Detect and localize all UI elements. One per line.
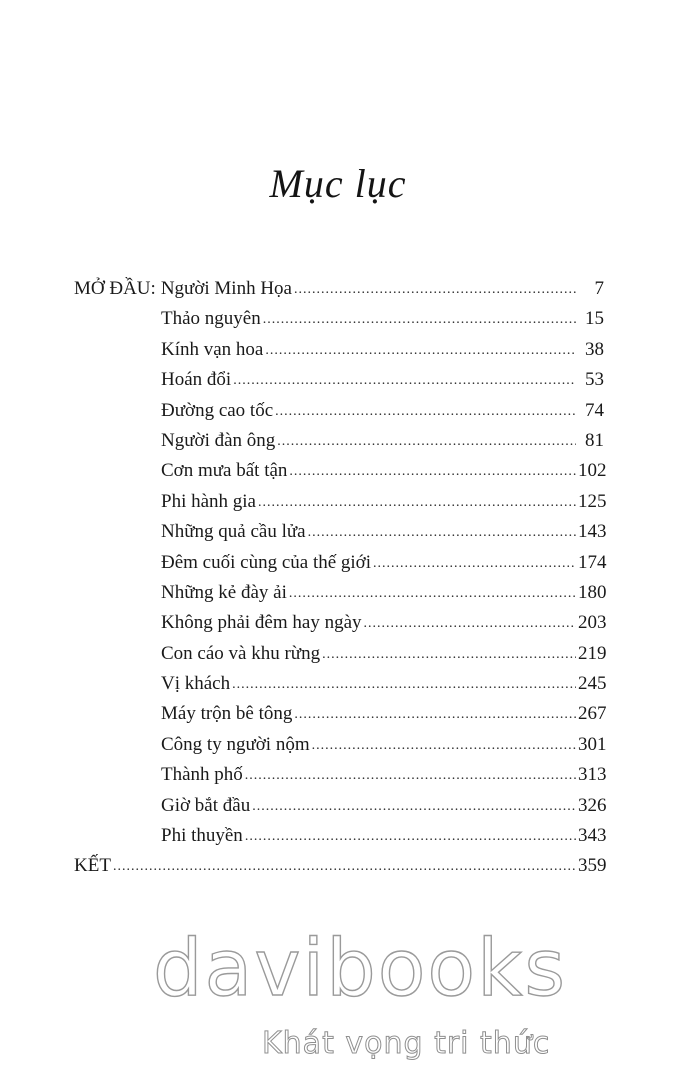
dot-leader (233, 364, 576, 396)
watermark-tagline: Khát vọng tri thức (262, 1026, 551, 1061)
toc-entry-title: KẾT (74, 855, 111, 877)
toc-entry-title: Đêm cuối cùng của thế giới (161, 551, 372, 573)
toc-entry (74, 304, 604, 334)
dot-leader (308, 516, 576, 548)
toc-entry-title: Người Minh Họa (160, 278, 292, 299)
toc-entry-title: Kính vạn hoa (161, 338, 264, 360)
dot-leader (275, 395, 576, 427)
dot-leader (252, 790, 576, 822)
toc-page-number: 174 (578, 551, 607, 573)
toc-page-number: 313 (578, 764, 607, 786)
toc-entry-title: Thảo nguyên (161, 308, 261, 330)
toc-page-number: 343 (578, 825, 607, 847)
toc-page-number: 143 (578, 521, 607, 543)
toc-entry-title: Vị khách (161, 673, 231, 695)
toc-entry (74, 730, 607, 760)
toc-entry (74, 335, 604, 365)
toc-page-number: 219 (578, 642, 607, 664)
toc-entry (74, 456, 607, 486)
toc-entry (74, 426, 604, 456)
toc-page-number: 81 (585, 429, 604, 451)
dot-leader (322, 638, 576, 670)
dot-leader (289, 455, 576, 487)
dot-leader (245, 820, 576, 852)
dot-leader (263, 303, 576, 335)
dot-leader (265, 334, 576, 366)
toc-entry (74, 791, 607, 821)
dot-leader (373, 547, 576, 579)
toc-page-number: 267 (578, 703, 607, 725)
toc-entry (74, 396, 604, 426)
toc-entry-title: Người đàn ông (161, 429, 276, 451)
toc-entry-title: Phi thuyền (161, 825, 243, 847)
toc-entry (74, 548, 607, 578)
toc-entry-title: Đường cao tốc (161, 399, 274, 421)
toc-entry-title: Giờ bắt đầu (161, 794, 251, 816)
dot-leader (245, 759, 576, 791)
dot-leader (312, 729, 576, 761)
toc-entry (74, 365, 604, 395)
toc-page-number: 53 (585, 369, 604, 391)
toc-entry (74, 487, 607, 517)
table-of-contents (74, 274, 607, 882)
toc-entry (74, 578, 607, 608)
toc-page-number: 7 (594, 278, 604, 299)
toc-page-number: 74 (585, 399, 604, 421)
toc-entry (74, 669, 607, 699)
toc-entry (74, 760, 607, 790)
toc-page-number: 125 (578, 490, 607, 512)
toc-entry-title: Thành phố (161, 764, 243, 786)
toc-page-number: 245 (578, 673, 607, 695)
toc-entry (74, 608, 607, 638)
toc-entry (74, 274, 604, 304)
watermark-brand: davibooks (153, 924, 567, 1014)
dot-leader (294, 698, 576, 730)
toc-page-number: 203 (578, 612, 607, 634)
dot-leader (289, 577, 576, 609)
page-title: Mục lục (269, 161, 407, 206)
dot-leader (294, 273, 576, 305)
toc-entry (74, 517, 607, 547)
toc-page-number: 15 (585, 308, 604, 330)
toc-entry-title: Phi hành gia (161, 490, 256, 512)
toc-entry-title: Công ty người nộm (161, 733, 310, 755)
toc-entry (74, 699, 607, 729)
dot-leader (232, 668, 576, 700)
dot-leader (113, 850, 576, 882)
toc-page-number: 359 (578, 855, 607, 877)
toc-entry-title: Những kẻ đày ải (161, 581, 287, 603)
toc-page-number: 180 (578, 581, 607, 603)
toc-entry (74, 639, 607, 669)
toc-page-number: 301 (578, 733, 607, 755)
toc-entry-title: Cơn mưa bất tận (161, 460, 288, 482)
toc-entry-title: Hoán đổi (161, 369, 232, 391)
toc-entry (74, 851, 607, 881)
dot-leader (258, 486, 576, 518)
toc-entry-title: Không phải đêm hay ngày (161, 612, 362, 634)
toc-section-label: MỞ ĐẦU: (74, 278, 156, 299)
watermark (150, 924, 570, 1061)
toc-page-number: 38 (585, 338, 604, 360)
dot-leader (277, 425, 576, 457)
dot-leader (364, 607, 576, 639)
toc-page-number: 326 (578, 794, 607, 816)
toc-entry (74, 821, 607, 851)
toc-page-number: 102 (578, 460, 607, 482)
toc-entry-title: Những quả cầu lửa (161, 521, 306, 543)
toc-entry-title: Con cáo và khu rừng (161, 642, 321, 664)
toc-entry-title: Máy trộn bê tông (161, 703, 293, 725)
